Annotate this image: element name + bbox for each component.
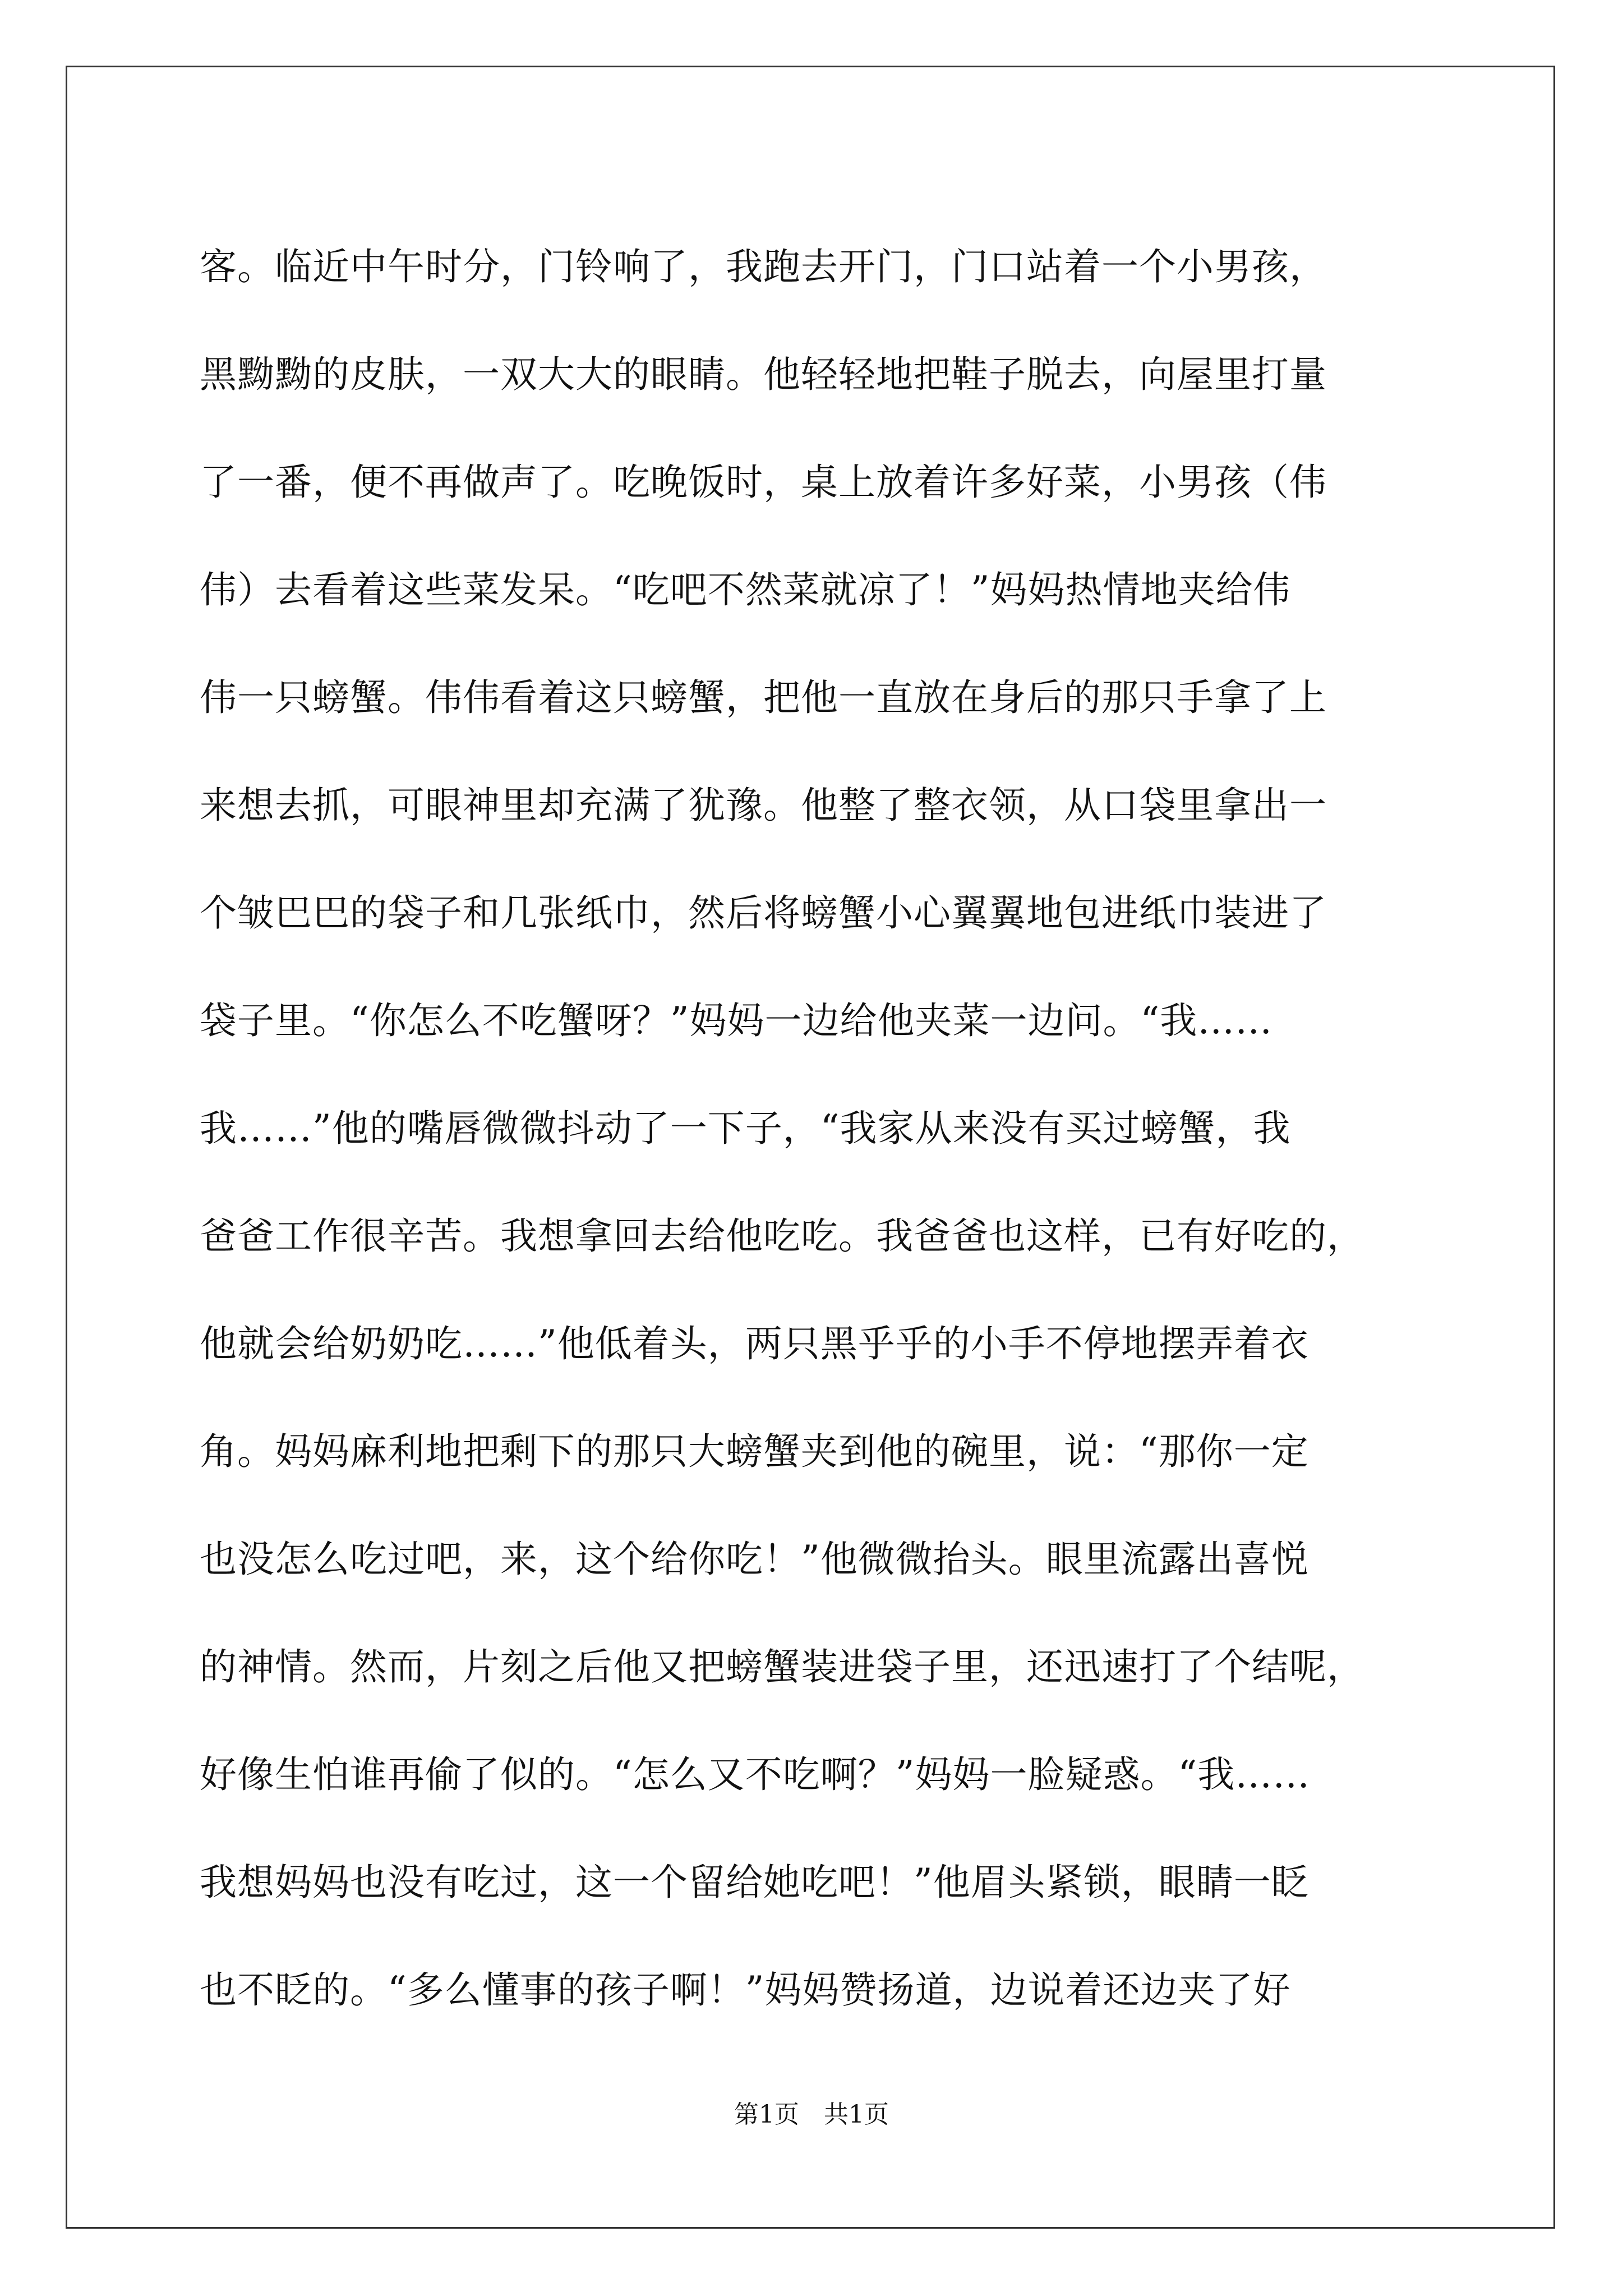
text-line: 我想妈妈也没有吃过，这一个留给她吃吧！”他眉头紧锁，眼睛一眨 <box>200 1861 1309 1904</box>
text-line: 伟）去看着这些菜发呆。“吃吧不然菜就凉了！”妈妈热情地夹给伟 <box>200 568 1291 611</box>
text-line: 了一番，便不再做声了。吃晚饭时，桌上放着许多好菜，小男孩（伟 <box>200 461 1327 504</box>
text-line: 的神情。然而，片刻之后他又把螃蟹装进袋子里，还迅速打了个结呢， <box>200 1645 1364 1688</box>
text-line: 伟一只螃蟹。伟伟看着这只螃蟹，把他一直放在身后的那只手拿了上 <box>200 676 1327 719</box>
text-line: 黑黝黝的皮肤，一双大大的眼睛。他轻轻地把鞋子脱去，向屋里打量 <box>200 353 1327 396</box>
text-line: 他就会给奶奶吃……”他低着头，两只黑乎乎的小手不停地摆弄着衣 <box>200 1322 1309 1365</box>
text-line: 客。临近中午时分，门铃响了，我跑去开门，门口站着一个小男孩， <box>200 245 1327 288</box>
body-text <box>200 213 1433 2044</box>
page-footer: 第1页 共1页 <box>734 2100 889 2129</box>
text-line: 也不眨的。“多么懂事的孩子啊！”妈妈赞扬道，边说着还边夹了好 <box>200 1968 1291 2012</box>
text-line: 也没怎么吃过吧，来，这个给你吃！”他微微抬头。眼里流露出喜悦 <box>200 1538 1309 1581</box>
text-line: 我……”他的嘴唇微微抖动了一下子，“我家从来没有买过螃蟹，我 <box>200 1107 1291 1150</box>
text-line: 好像生怕谁再偷了似的。“怎么又不吃啊？”妈妈一脸疑惑。“我…… <box>200 1753 1311 1796</box>
text-line: 个皱巴巴的袋子和几张纸巾，然后将螃蟹小心翼翼地包进纸巾装进了 <box>200 891 1327 935</box>
text-line: 角。妈妈麻利地把剩下的那只大螃蟹夹到他的碗里，说：“那你一定 <box>200 1430 1309 1473</box>
text-line: 袋子里。“你怎么不吃蟹呀？”妈妈一边给他夹菜一边问。“我…… <box>200 999 1273 1042</box>
text-line: 爸爸工作很辛苦。我想拿回去给他吃吃。我爸爸也这样，已有好吃的， <box>200 1214 1364 1258</box>
text-line: 来想去抓，可眼神里却充满了犹豫。他整了整衣领，从口袋里拿出一 <box>200 784 1327 827</box>
